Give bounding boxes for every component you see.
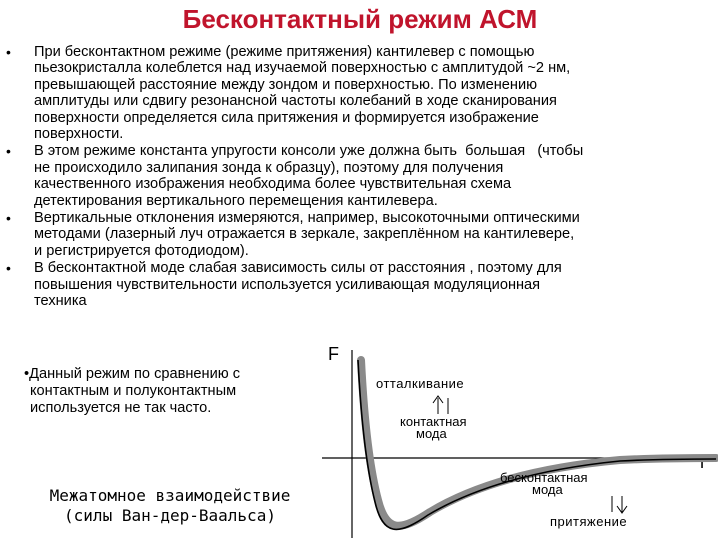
bullet-line: и регистрируется фотодиодом). bbox=[34, 242, 249, 259]
arrow-down-icon bbox=[617, 496, 627, 513]
bullet-dot: • bbox=[6, 210, 11, 227]
bullet-line: поверхности. bbox=[34, 126, 124, 143]
bullet-line: качественного изображения необходима более чувствительная схема bbox=[34, 176, 512, 193]
comparison-note bbox=[24, 366, 314, 417]
bullet-line: В этом режиме константа упругости консоли уже должна быть большая (чтобы bbox=[34, 143, 584, 160]
bullet-item bbox=[4, 260, 716, 309]
y-axis-label: F bbox=[328, 344, 339, 364]
bullet-item bbox=[4, 44, 716, 142]
noncontact-mode-label: мода bbox=[532, 482, 563, 497]
bullet-item bbox=[4, 210, 716, 259]
bullet-line: Вертикальные отклонения измеряются, например, высокоточными оптическими bbox=[34, 210, 580, 227]
force-distance-diagram bbox=[320, 340, 718, 538]
bullet-line: техника bbox=[34, 293, 87, 310]
bullet-line: методами (лазерный луч отражается в зеркале, закреплённом на кантилевере, bbox=[34, 226, 575, 243]
graph-caption bbox=[10, 486, 330, 526]
repulsion-label: отталкивание bbox=[376, 376, 465, 391]
bullet-line: пьезокристалла колеблется над изучаемой поверхностью с амплитудой ~2 нм, bbox=[34, 60, 571, 77]
bullet-line: не происходило залипания зонда к образцу), поэтому для получения bbox=[34, 159, 504, 176]
attraction-label: притяжение bbox=[550, 514, 628, 529]
x-axis-label: r bbox=[700, 452, 706, 472]
bullet-line: В бесконтактной моде слабая зависимость силы от расстояния , поэтому для bbox=[34, 260, 562, 277]
bullet-line: поверхности определяется сила притяжения и формируется изображение bbox=[34, 109, 539, 126]
caption-line: Межатомное взаимодействие bbox=[49, 486, 291, 505]
bullet-list bbox=[4, 44, 716, 311]
slide-title: Бесконтактный режим АСМ bbox=[182, 4, 538, 34]
bullet-line: амплитуды или сдвигу резонансной частоты колебаний в ходе сканирования bbox=[34, 93, 557, 110]
note-line: •Данный режим по сравнению с bbox=[24, 366, 241, 382]
bullet-dot: • bbox=[6, 44, 11, 60]
bullet-line: детектирования вертикального перемещения кантилевера. bbox=[34, 192, 438, 209]
contact-mode-label: контактная bbox=[400, 414, 467, 429]
arrow-up-icon bbox=[433, 396, 443, 414]
note-line: используется не так часто. bbox=[30, 400, 212, 416]
contact-mode-label: мода bbox=[416, 426, 447, 441]
bullet-dot: • bbox=[6, 143, 11, 160]
bullet-item bbox=[4, 143, 716, 209]
bullet-line: повышения чувствительности используется усиливающая модуляционная bbox=[34, 276, 541, 293]
noncontact-mode-label: бесконтактная bbox=[500, 470, 588, 485]
caption-line: (силы Ван-дер-Ваальса) bbox=[64, 506, 276, 525]
bullet-line: При бесконтактном режиме (режиме притяжения) кантилевер с помощью bbox=[34, 44, 535, 60]
bullet-dot: • bbox=[6, 260, 11, 277]
bullet-line: превышающей расстояние между зондом и поверхностью. По изменению bbox=[34, 76, 538, 93]
note-line: контактным и полуконтактным bbox=[30, 383, 237, 399]
